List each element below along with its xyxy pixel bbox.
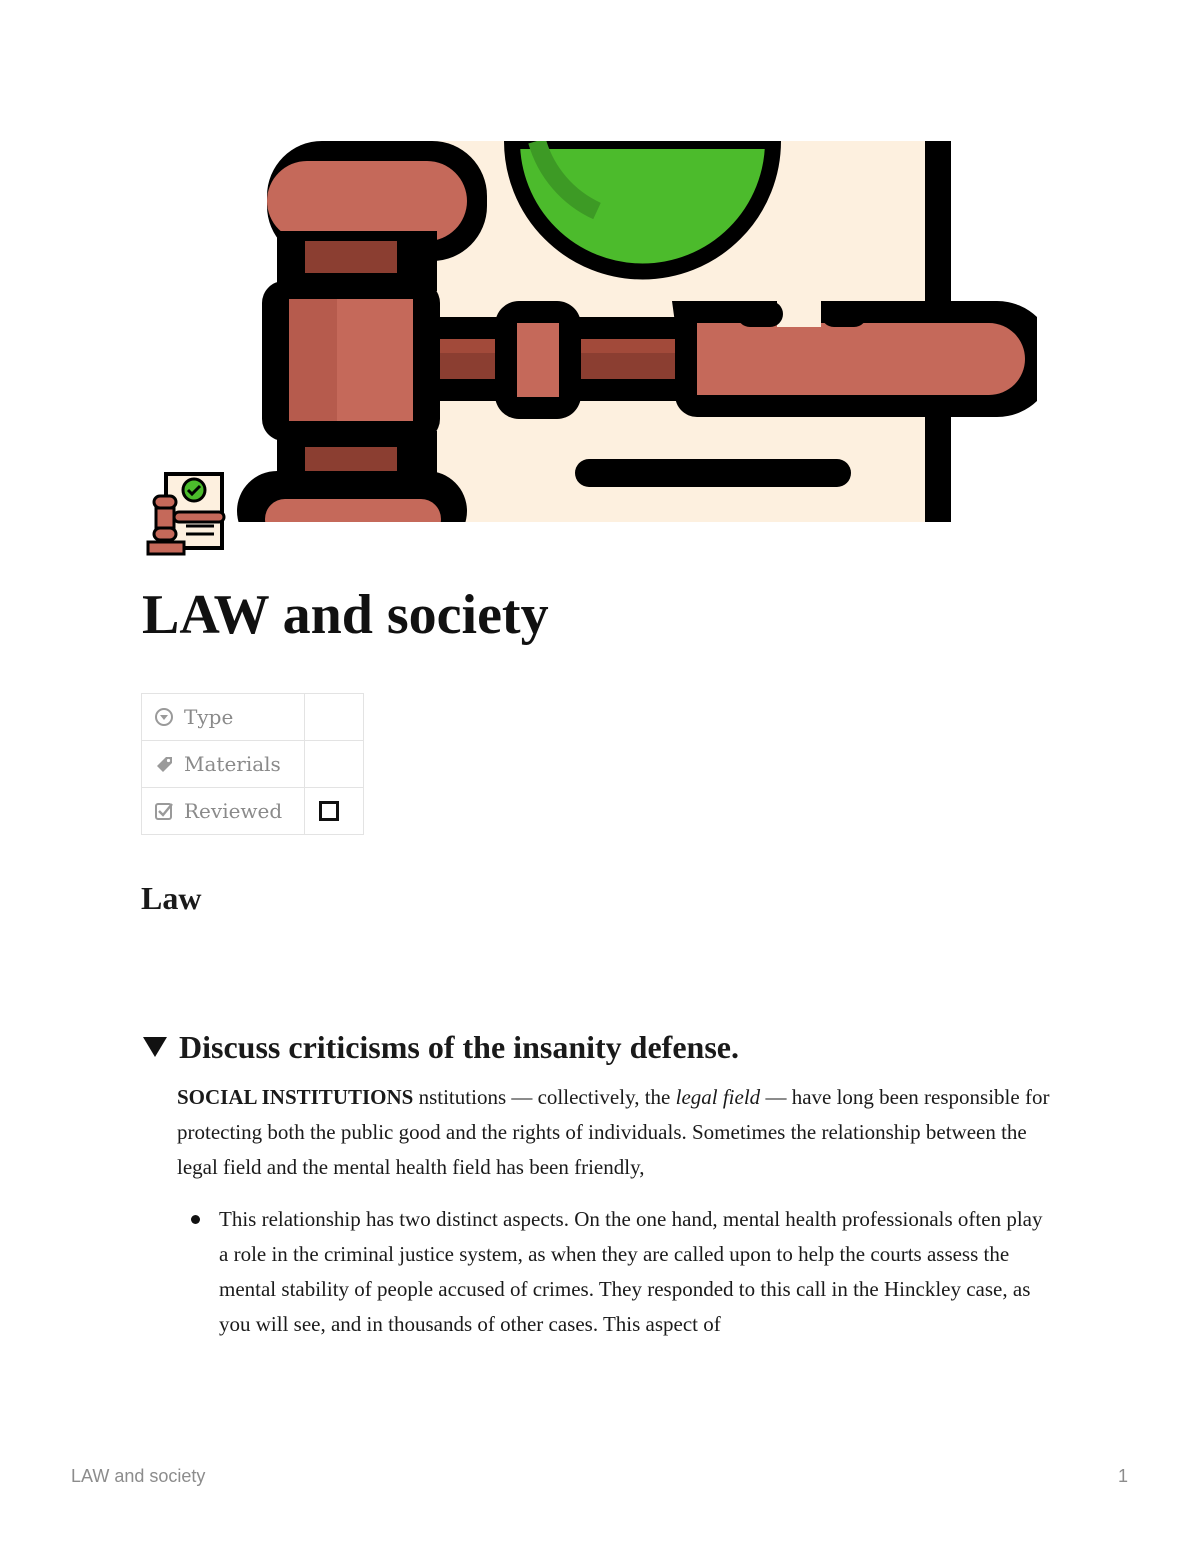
property-value[interactable] bbox=[305, 694, 364, 741]
property-row-materials[interactable] bbox=[142, 741, 364, 788]
checkbox-icon bbox=[154, 801, 174, 821]
page-title[interactable]: LAW and society bbox=[142, 584, 549, 646]
toggle-heading[interactable] bbox=[141, 1026, 739, 1068]
property-label: Materials bbox=[184, 752, 281, 776]
paragraph bbox=[177, 1080, 1057, 1185]
property-row-type[interactable] bbox=[142, 694, 364, 741]
list-item bbox=[177, 1202, 1057, 1342]
footer-page-number: 1 bbox=[1117, 1466, 1128, 1486]
property-key bbox=[142, 788, 305, 835]
tag-icon bbox=[154, 754, 174, 774]
toggle-arrow-icon[interactable] bbox=[143, 1037, 167, 1057]
paragraph-text: — have long been responsible for protecting both the public good and the rights of individuals. Sometimes the relationship between the legal field and the mental health field has been friendly, bbox=[177, 1085, 1050, 1179]
paragraph-bold-lead: SOCIAL INSTITUTIONS bbox=[177, 1085, 414, 1109]
property-value[interactable] bbox=[305, 788, 364, 835]
reviewed-checkbox[interactable] bbox=[319, 801, 339, 821]
cover-image bbox=[237, 141, 1037, 522]
page-icon[interactable] bbox=[146, 470, 230, 558]
paragraph-text: nstitutions — collectively, the bbox=[413, 1085, 676, 1109]
select-icon bbox=[154, 707, 174, 727]
property-value[interactable] bbox=[305, 741, 364, 788]
property-row-reviewed[interactable] bbox=[142, 788, 364, 835]
gavel-cover-icon bbox=[237, 141, 1037, 522]
property-label: Reviewed bbox=[184, 799, 283, 823]
list-item-text: This relationship has two distinct aspects. On the one hand, mental health professionals often play a role in the criminal justice system, as when they are called upon to help the courts assess the mental stability of people accused of crimes. They responded to this call in the Hinckley case, as you will see, and in thousands of other cases. This aspect of bbox=[219, 1207, 1043, 1336]
footer-title: LAW and society bbox=[71, 1466, 206, 1486]
bullet-icon bbox=[191, 1215, 200, 1224]
gavel-document-icon bbox=[146, 470, 230, 558]
bullet-list bbox=[177, 1202, 1057, 1342]
properties-table bbox=[141, 693, 364, 835]
property-label: Type bbox=[184, 705, 234, 729]
paragraph-italic: legal field bbox=[675, 1085, 761, 1109]
toggle-heading-text: Discuss criticisms of the insanity defense. bbox=[179, 1029, 739, 1065]
property-key bbox=[142, 741, 305, 788]
property-key bbox=[142, 694, 305, 741]
section-heading: Law bbox=[141, 880, 202, 916]
